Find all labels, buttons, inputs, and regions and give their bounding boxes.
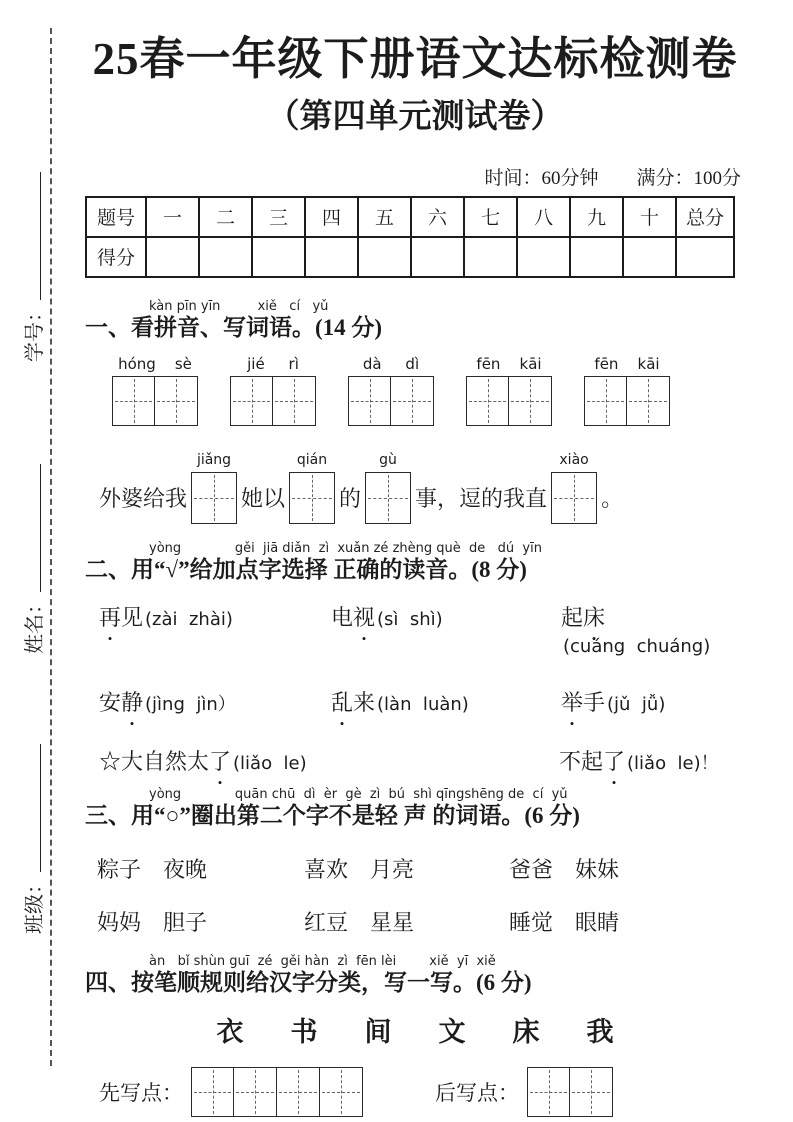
tianzige-cell	[289, 472, 335, 524]
score-table-col: 六	[411, 197, 464, 237]
section-2-row-2	[85, 686, 745, 729]
second-dot-label: 后写点：	[435, 1080, 519, 1105]
score-table-col: 十	[623, 197, 676, 237]
word-box	[584, 355, 670, 426]
dotted-char: 了	[603, 748, 626, 774]
class-field	[18, 744, 44, 934]
tianzige-cell	[627, 376, 670, 426]
name-field	[18, 464, 44, 654]
section-1-header	[85, 300, 745, 343]
character-item: 床	[512, 1016, 540, 1047]
pinyin-options: (zài zhài)	[145, 608, 233, 630]
tianzige-cell	[230, 376, 273, 426]
score-table-q-label: 题号	[86, 197, 146, 237]
word-pinyin: hóng sè	[118, 354, 192, 373]
tianzige-cell	[273, 376, 316, 426]
tianzige-cell	[234, 1067, 277, 1117]
character-item: 文	[438, 1016, 466, 1047]
answer-box	[289, 451, 335, 524]
tianzige-cell	[584, 376, 627, 426]
score-table-col: 一	[146, 197, 199, 237]
pronunciation-item: 起床(cuáng chuáng)	[561, 601, 745, 658]
word-box	[348, 355, 434, 426]
answer-box	[551, 451, 597, 524]
page-title: 25春一年级下册语文达标检测卷	[92, 34, 738, 84]
sentence-text: 事，逗的我直	[415, 486, 548, 512]
word-pinyin: fēn kāi	[594, 354, 660, 373]
answer-box-pinyin: gù	[379, 451, 397, 468]
first-dot-label: 先写点：	[99, 1080, 183, 1105]
tianzige-cell	[527, 1067, 570, 1117]
tianzige-cell	[277, 1067, 320, 1117]
section-1-title: 一、看拼音、写词语。(14 分)	[85, 315, 383, 341]
pinyin-options: (liǎo le)！	[627, 752, 719, 774]
section-4-answer-row	[85, 1067, 745, 1117]
sentence-text: 外婆给我	[99, 486, 188, 512]
dotted-char: 静	[121, 689, 144, 715]
tianzige-cell	[191, 472, 237, 524]
tianzige-cell	[365, 472, 411, 524]
sentence-text: 。	[601, 486, 624, 512]
section-1-pinyin: kàn pīn yīn xiě cí yǔ	[149, 298, 329, 314]
sentence-text: 的	[339, 486, 362, 512]
word-box	[230, 355, 316, 426]
binding-dashed-line	[50, 28, 52, 1066]
word-pinyin: dà dì	[362, 354, 420, 373]
word-group: 睡觉 眼睛	[509, 909, 620, 935]
score-table-col: 总分	[676, 197, 734, 237]
name-blank-line	[21, 464, 41, 592]
score-cell	[305, 237, 358, 277]
section-2-title: 二、用“√”给加点字选择 正确的读音。(8 分)	[85, 557, 527, 583]
exam-paper	[85, 34, 745, 1117]
exam-info: 时间：60分钟 满分：100分	[484, 167, 741, 189]
word-box	[112, 355, 198, 426]
score-table-col: 三	[252, 197, 305, 237]
score-cell	[517, 237, 570, 277]
class-blank-line	[21, 744, 41, 872]
pinyin-options: (làn luàn)	[377, 693, 469, 715]
writing-grid-first	[191, 1067, 363, 1117]
section-4-title: 四、按笔顺规则给汉字分类，写一写。(6 分)	[85, 970, 532, 996]
tianzige-cell	[191, 1067, 234, 1117]
tianzige-cell	[155, 376, 198, 426]
section-4-characters	[85, 1010, 745, 1049]
section-3-title: 三、用“○”圈出第二个字不是轻 声 的词语。(6 分)	[85, 803, 580, 829]
dotted-char: 举	[561, 689, 584, 715]
pronunciation-item: 举手 (jǔ jǚ)	[561, 686, 745, 717]
character-item: 书	[290, 1016, 318, 1047]
score-table-col: 五	[358, 197, 411, 237]
pronunciation-item: ☆大自然太了 (liǎo le)	[99, 745, 559, 776]
section-2-pinyin: yòng gěi jiā diǎn zì xuǎn zé zhèng què de dú yīn	[149, 540, 542, 556]
sentence-text: 她以	[241, 486, 286, 512]
score-table-header-row	[86, 197, 734, 237]
word-pinyin: fēn kāi	[476, 354, 542, 373]
dotted-char: 视	[353, 604, 376, 630]
section-3-row-2	[85, 906, 745, 937]
pronunciation-item: 乱来 (làn luàn)	[331, 686, 561, 717]
section-4-header	[85, 955, 745, 998]
section-3-row-1	[85, 853, 745, 884]
score-cell	[623, 237, 676, 277]
section-2-row-3	[85, 745, 745, 788]
name-label: 姓名：	[24, 594, 46, 654]
answer-box	[191, 451, 237, 524]
tianzige-cell	[348, 376, 391, 426]
word-group: 喜欢 月亮	[304, 856, 415, 882]
student-id-blank-line	[21, 172, 41, 300]
tianzige-cell	[466, 376, 509, 426]
score-table-col: 九	[570, 197, 623, 237]
tianzige-cell	[570, 1067, 613, 1117]
dotted-char: 了	[209, 748, 232, 774]
writing-grid-second	[527, 1067, 613, 1117]
dotted-char: 床	[583, 604, 606, 630]
pinyin-options: (liǎo le)	[233, 752, 307, 774]
tianzige-cell	[509, 376, 552, 426]
score-cell	[411, 237, 464, 277]
section-1-word-boxes	[85, 355, 745, 426]
word-group: 红豆 星星	[304, 909, 415, 935]
score-cell	[252, 237, 305, 277]
section-2-header	[85, 542, 745, 585]
dotted-char: 再	[99, 604, 122, 630]
score-table-col: 八	[517, 197, 570, 237]
score-table-col: 二	[199, 197, 252, 237]
pronunciation-item: 电视 (sì shì)	[331, 601, 561, 658]
score-table-col: 七	[464, 197, 517, 237]
character-item: 衣	[216, 1016, 244, 1047]
score-table-score-row	[86, 237, 734, 277]
score-cell	[676, 237, 734, 277]
section-1-sentence	[85, 451, 745, 524]
section-3-pinyin: yòng quān chū dì èr gè zì bú shì qīngshēng de cí yǔ	[149, 786, 568, 802]
tianzige-cell	[551, 472, 597, 524]
word-group: 粽子 夜晚	[97, 856, 208, 882]
section-2-row-1	[85, 601, 745, 670]
pinyin-options: (sì shì)	[377, 608, 443, 630]
score-cell	[464, 237, 517, 277]
answer-box-pinyin: xiào	[559, 451, 589, 468]
pinyin-options: (cuáng chuáng)	[563, 635, 711, 657]
pronunciation-item: 再见 (zài zhài)	[99, 601, 331, 658]
word-group: 爸爸 妹妹	[509, 856, 620, 882]
answer-box-pinyin: jiǎng	[196, 451, 232, 468]
word-group: 妈妈 胆子	[97, 909, 208, 935]
score-cell	[358, 237, 411, 277]
pinyin-options: (jìng jìn）	[145, 693, 236, 715]
score-cell	[199, 237, 252, 277]
word-box	[466, 355, 552, 426]
score-cell	[570, 237, 623, 277]
class-label: 班级：	[24, 874, 46, 934]
character-item: 我	[586, 1016, 614, 1047]
character-item: 间	[364, 1016, 392, 1047]
pronunciation-item: 安静 (jìng jìn）	[99, 686, 331, 717]
tianzige-cell	[391, 376, 434, 426]
word-pinyin: jié rì	[247, 354, 299, 373]
student-id-field	[18, 172, 44, 362]
section-3-header	[85, 788, 745, 831]
section-4-pinyin: àn bǐ shùn guī zé gěi hàn zì fēn lèi xiě yī xiě	[149, 953, 496, 969]
score-table	[85, 196, 735, 278]
answer-box	[365, 451, 411, 524]
student-id-label: 学号：	[24, 302, 46, 362]
pinyin-options: (jǔ jǚ)	[607, 693, 666, 715]
score-table-col: 四	[305, 197, 358, 237]
tianzige-cell	[320, 1067, 363, 1117]
score-table-score-label: 得分	[86, 237, 146, 277]
page-subtitle: （第四单元测试卷）	[266, 98, 564, 135]
score-cell	[146, 237, 199, 277]
answer-box-pinyin: qián	[296, 451, 328, 468]
dotted-char: 乱	[331, 689, 354, 715]
pronunciation-item: 不起了 (liǎo le)！	[559, 745, 745, 776]
tianzige-cell	[112, 376, 155, 426]
